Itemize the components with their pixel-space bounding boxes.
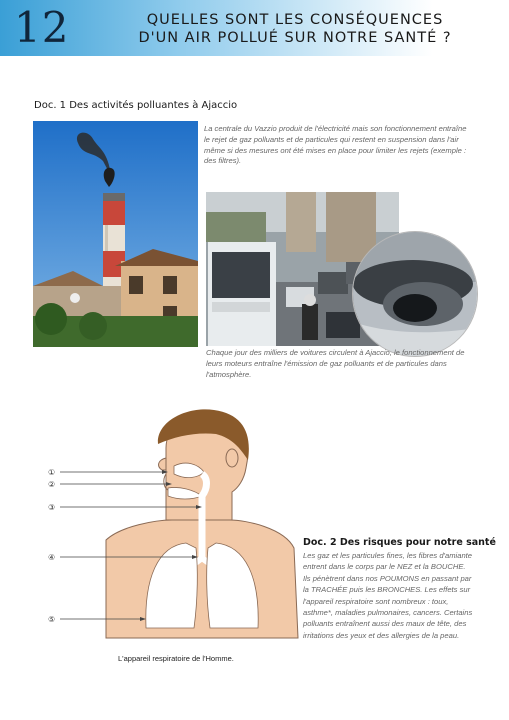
- factory-caption: La centrale du Vazzio produit de l'électricité mais son fonctionnement entraîne le rejet de gaz polluants et de particules qui restent en suspension dans l'air même si des mesures ont été mises en place pour limiter les rejets (exemple : des filtres).: [204, 124, 467, 166]
- doc2-text: Les gaz et les particules fines, les fibres d'amiante entrent dans le corps par le NEZ et la BOUCHE. Ils pénètrent dans nos POUMONS en passant par la TRACHÉE puis les BRONCHES. Les effets sur l'appareil respiratoire sont nombreux : toux, asthme*, maladies pulmonaires, cancers. Certains polluants entraînent aussi des maux de tête, des irritations des yeux et des allergies de la peau.: [303, 551, 473, 640]
- chapter-number: 12: [14, 3, 70, 52]
- chapter-header: [0, 0, 509, 56]
- chapter-title: [95, 11, 495, 47]
- respiratory-diagram: [46, 408, 306, 648]
- anatomy-label-3: ③: [48, 503, 56, 512]
- chapter-title-line1: QUELLES SONT LES CONSÉQUENCES: [146, 12, 444, 28]
- exhaust-closeup: [352, 231, 478, 357]
- traffic-caption: Chaque jour des milliers de voitures circulent à Ajaccio, le fonctionnement de leurs moteurs entraîne l'émission de gaz polluants et de particules dans l'atmosphère.: [206, 348, 465, 379]
- anatomy-label-4: ④: [48, 553, 56, 562]
- doc1-title: Doc. 1 Des activités polluantes à Ajaccio: [34, 100, 238, 111]
- anatomy-caption: L'appareil respiratoire de l'Homme.: [118, 654, 234, 663]
- doc2-title: Doc. 2 Des risques pour notre santé: [303, 537, 496, 548]
- factory-photo: [33, 121, 198, 347]
- chapter-title-line2: D'UN AIR POLLUÉ SUR NOTRE SANTÉ ?: [138, 30, 452, 46]
- anatomy-label-1: ①: [48, 468, 56, 477]
- anatomy-label-5: ⑤: [48, 615, 56, 624]
- anatomy-label-2: ②: [48, 480, 56, 489]
